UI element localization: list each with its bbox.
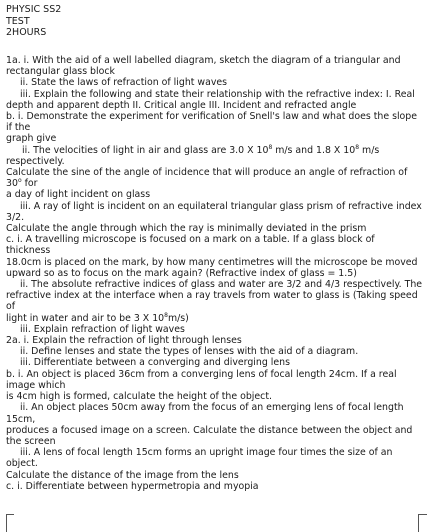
duration-label: 2HOURS — [6, 27, 47, 38]
text-line — [6, 324, 426, 335]
line-text: Calculate the distance of the image from the lens — [6, 469, 239, 481]
line-text: ii. The absolute refractive indices of glass and water are 3/2 and 4/3 respectively. The — [20, 279, 423, 291]
subject-title: PHYSIC SS2 — [6, 4, 62, 15]
line-text: Calculate the sine of the angle of incidence that will produce an angle of refraction of — [6, 167, 408, 179]
line-text: object. — [6, 458, 38, 470]
line-text: m/s and 1.8 X 10 — [272, 144, 356, 156]
text-line — [6, 470, 426, 481]
line-text: respectively. — [6, 155, 65, 167]
line-text: ii. State the laws of refraction of light waves — [20, 77, 228, 89]
line-text: rectangular glass block — [6, 66, 115, 78]
text-line — [6, 77, 426, 88]
superscript: o — [17, 177, 22, 185]
test-label: TEST — [6, 15, 30, 27]
line-text: iii. Explain the following and state their relationship with the refractive index: I. Real — [20, 88, 415, 100]
text-line — [6, 425, 426, 436]
text-line — [6, 257, 426, 268]
text-line — [6, 89, 426, 100]
line-text: 15cm, — [6, 413, 36, 425]
text-line — [6, 335, 426, 346]
text-line — [6, 156, 426, 167]
line-text: for — [21, 178, 38, 190]
question-body — [6, 55, 426, 492]
text-line — [6, 111, 426, 122]
text-line — [6, 122, 426, 133]
line-text: is 4cm high is formed, calculate the height of the object. — [6, 391, 272, 403]
line-text: light in water and air to be 3 X 10 — [6, 312, 165, 324]
line-text: refractive index at the interface when a ray travels from water to glass is (Taking speed — [6, 290, 418, 302]
text-line — [6, 301, 426, 312]
line-text: upward so as to focus on the mark again? (Refractive index of glass = 1.5) — [6, 267, 357, 279]
text-line — [6, 223, 426, 234]
text-line — [6, 402, 426, 413]
text-line — [6, 212, 426, 223]
line-text: ii. An object places 50cm away from the focus of an emerging lens of focal length — [20, 402, 404, 414]
line-text: iii. Differentiate between a converging and diverging lens — [20, 357, 290, 369]
line-text: thickness — [6, 245, 51, 257]
line-text: 1a. i. With the aid of a well labelled diagram, sketch the diagram of a triangular and — [6, 55, 401, 66]
line-text: 3/2. — [6, 211, 25, 223]
text-line — [6, 346, 426, 357]
text-line — [6, 481, 426, 492]
line-text: graph give — [6, 133, 57, 145]
line-text: depth and apparent depth II. Critical angle III. Incident and refracted angle — [6, 99, 357, 111]
line-text: produces a focused image on a screen. Calculate the distance between the object and — [6, 424, 413, 436]
line-text: if the — [6, 122, 31, 134]
text-line — [6, 357, 426, 368]
line-text: m/s — [359, 144, 380, 156]
text-line — [6, 245, 426, 256]
line-text: ii. Define lenses and state the types of lenses with the aid of a diagram. — [20, 346, 359, 358]
text-line — [6, 268, 426, 279]
text-line — [6, 458, 426, 469]
line-text: 30 — [6, 178, 18, 190]
line-text: iii. Explain refraction of light waves — [20, 323, 185, 335]
text-line — [6, 133, 426, 144]
line-text: ii. The velocities of light in air and glass are 3.0 X 10 — [22, 144, 269, 156]
text-line — [6, 234, 426, 245]
text-line — [6, 436, 426, 447]
line-text: a day of light incident on glass — [6, 189, 151, 201]
line-text: 18.0cm is placed on the mark, by how many centimetres will the microscope be moved — [6, 256, 418, 268]
line-text: Calculate the angle through which the ray is minimally deviated in the prism — [6, 223, 367, 235]
line-text: iii. A ray of light is incident on an equilateral triangular glass prism of refractive index — [20, 200, 422, 212]
page-corner-mark-left — [6, 514, 14, 532]
line-text: the screen — [6, 435, 56, 447]
text-line — [6, 167, 426, 178]
text-line — [6, 178, 426, 189]
text-line — [6, 189, 426, 200]
superscript: 8 — [355, 143, 360, 151]
text-line — [6, 279, 426, 290]
line-text: of — [6, 301, 16, 313]
line-text: c. i. Differentiate between hypermetropia and myopia — [6, 480, 259, 492]
line-text: 2a. i. Explain the refraction of light through lenses — [6, 335, 242, 347]
text-line — [6, 55, 426, 66]
text-line — [6, 145, 426, 156]
line-text: b. i. Demonstrate the experiment for verification of Snell's law and what does the slope — [6, 111, 418, 123]
text-line — [6, 391, 426, 402]
page-corner-mark-right — [418, 514, 427, 532]
text-line — [6, 369, 426, 380]
text-line — [6, 380, 426, 391]
line-text: iii. A lens of focal length 15cm forms an upright image four times the size of an — [20, 447, 393, 459]
text-line — [6, 100, 426, 111]
text-line — [6, 290, 426, 301]
line-text: image which — [6, 379, 66, 391]
text-line — [6, 414, 426, 425]
line-text: m/s) — [167, 312, 189, 324]
text-line — [6, 313, 426, 324]
superscript: 8 — [268, 143, 273, 151]
text-line — [6, 201, 426, 212]
superscript: 8 — [164, 311, 168, 319]
text-line — [6, 66, 426, 77]
line-text: b. i. An object is placed 36cm from a converging lens of focal length 24cm. If a real — [6, 368, 397, 380]
line-text: c. i. A travelling microscope is focused on a mark on a table. If a glass block of — [6, 234, 375, 246]
document-header — [6, 4, 61, 39]
text-line — [6, 447, 426, 458]
